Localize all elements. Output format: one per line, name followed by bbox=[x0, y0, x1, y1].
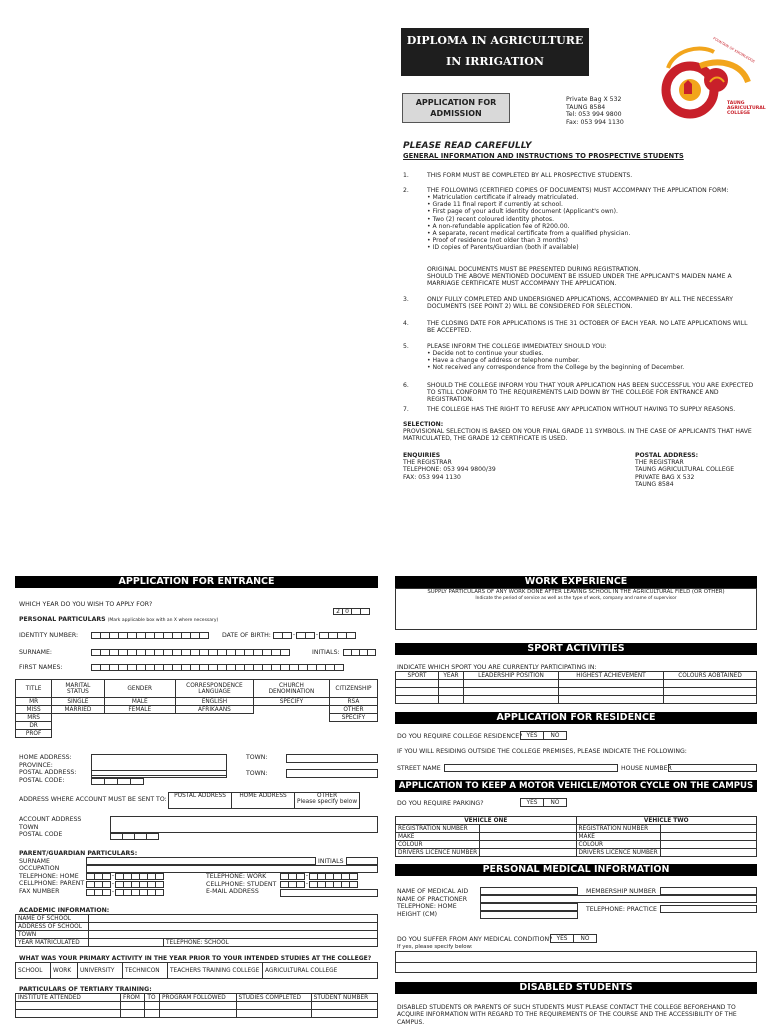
initials-boxes[interactable] bbox=[343, 649, 375, 656]
academic-row-label: NAME OF SCHOOL bbox=[16, 915, 89, 923]
work-experience-title-bar: WORK EXPERIENCE bbox=[395, 576, 757, 588]
item-text: THE CLOSING DATE FOR APPLICATIONS IS THE 31 OCTOBER OF EACH YEAR. NO LATE APPLICATIONS WILL BE ACCEPTED. bbox=[427, 320, 748, 335]
residence-title-bar: APPLICATION FOR RESIDENCE bbox=[395, 712, 757, 724]
parent-field-label: OCCUPATION bbox=[19, 865, 60, 872]
document-item: • Matriculation certificate if already matriculated. bbox=[427, 194, 579, 201]
document-item: • A non-refundable application fee of R200.00. bbox=[427, 222, 570, 230]
parent-cell-boxes[interactable] bbox=[86, 881, 163, 888]
vehicle-input[interactable] bbox=[480, 841, 576, 849]
personal-details-table bbox=[15, 679, 378, 738]
medical-tel-practice-label: TELEPHONE: PRACTICE bbox=[586, 906, 657, 913]
home-address-option[interactable]: HOME ADDRESS bbox=[232, 793, 295, 809]
dash-separator: - bbox=[305, 880, 309, 887]
sport-input[interactable] bbox=[396, 696, 439, 704]
sport-input[interactable] bbox=[464, 696, 559, 704]
char-box[interactable] bbox=[91, 778, 105, 785]
language-option[interactable]: AFRIKAANS bbox=[175, 706, 253, 714]
academic-row-label: TOWN bbox=[16, 931, 89, 939]
medical-aid-label: NAME OF MEDICAL AID bbox=[397, 888, 469, 895]
account-postal-code-label: POSTAL CODE bbox=[19, 831, 63, 838]
char-box[interactable] bbox=[155, 873, 164, 880]
tertiary-input[interactable] bbox=[311, 1002, 377, 1010]
first-names-label: FIRST NAMES: bbox=[19, 664, 63, 671]
char-box[interactable] bbox=[367, 649, 376, 656]
parking-no[interactable]: NO bbox=[544, 799, 567, 807]
parent-occupation-field[interactable] bbox=[86, 865, 378, 873]
vehicle-input[interactable] bbox=[480, 849, 576, 857]
practioner-field[interactable] bbox=[480, 895, 757, 903]
vehicle-input[interactable] bbox=[660, 841, 756, 849]
empty-cell bbox=[175, 714, 253, 722]
tertiary-heading: PARTICULARS OF TERTIARY TRAINING: bbox=[19, 986, 152, 993]
tertiary-input[interactable] bbox=[236, 1010, 311, 1018]
height-label: HEIGHT (CM) bbox=[397, 910, 438, 918]
town-label: TOWN: bbox=[246, 770, 268, 777]
title-option[interactable]: MRS bbox=[16, 714, 52, 722]
logo-caption-line: TAUNG bbox=[727, 101, 745, 106]
item-text: PLEASE INFORM THE COLLEGE IMMEDIATELY SHOULD YOU: bbox=[427, 343, 607, 350]
initials-label: INITIALS: bbox=[312, 649, 340, 656]
address-line: Tel: 053 994 9800 bbox=[566, 111, 622, 118]
char-box[interactable] bbox=[346, 632, 356, 639]
sport-instruction: INDICATE WHICH SPORT YOU ARE CURRENTLY PARTICIPATING IN: bbox=[397, 664, 597, 671]
residence-yes[interactable]: YES bbox=[521, 732, 544, 740]
primary-option[interactable]: UNIVERSITY bbox=[78, 963, 123, 979]
email-field[interactable] bbox=[280, 889, 378, 897]
vehicle-field-label: COLOUR bbox=[576, 841, 660, 849]
sport-input[interactable] bbox=[559, 696, 664, 704]
parent-field-label: FAX NUMBER bbox=[19, 887, 60, 895]
document-item: • Grade 11 final report if currently at school. bbox=[427, 201, 563, 209]
selection-heading: SELECTION: bbox=[403, 421, 444, 428]
tertiary-input[interactable] bbox=[145, 1002, 160, 1010]
medical-left-labels bbox=[397, 888, 468, 918]
item-number: 5. bbox=[403, 343, 409, 350]
tertiary-col: TO bbox=[145, 994, 160, 1002]
surname-label: SURNAME: bbox=[19, 649, 52, 656]
year-digit[interactable] bbox=[360, 608, 370, 615]
title-option[interactable]: PROF bbox=[16, 730, 52, 738]
tertiary-table bbox=[15, 993, 378, 1018]
gender-option[interactable]: MALE bbox=[104, 698, 175, 706]
enquiries-block bbox=[403, 452, 496, 481]
empty-cell bbox=[52, 730, 378, 738]
medical-tel-home-label: TELEPHONE: HOME bbox=[397, 903, 457, 910]
sport-title-bar: SPORT ACTIVITIES bbox=[395, 643, 757, 655]
academic-row-label: YEAR MATRICULATED bbox=[16, 939, 89, 947]
town-label: TOWN: bbox=[246, 754, 268, 761]
academic-row-label: ADDRESS OF SCHOOL bbox=[16, 923, 89, 931]
sport-input[interactable] bbox=[439, 680, 464, 688]
primary-option[interactable]: TEACHERS TRAINING COLLEGE bbox=[168, 963, 263, 979]
item-text: THE FOLLOWING (CERTIFIED COPIES OF DOCUMENTS) MUST ACCOMPANY THE APPLICATION FORM: bbox=[427, 187, 729, 194]
account-address-question: ADDRESS WHERE ACCOUNT MUST BE SENT TO: bbox=[19, 796, 167, 803]
dob-label: DATE OF BIRTH: bbox=[222, 632, 271, 639]
char-box[interactable] bbox=[117, 778, 131, 785]
postal-address-option[interactable]: POSTAL ADDRESS bbox=[169, 793, 232, 809]
vehicle-field-label: REGISTRATION NUMBER bbox=[576, 825, 660, 833]
vehicle-field-label: MAKE bbox=[396, 833, 480, 841]
home-address-label: HOME ADDRESS: bbox=[19, 754, 72, 761]
sport-col: SPORT bbox=[396, 672, 439, 680]
residence-no[interactable]: NO bbox=[544, 732, 567, 740]
personal-particulars-heading bbox=[19, 616, 218, 623]
primary-option[interactable]: SCHOOL bbox=[16, 963, 51, 979]
sport-input[interactable] bbox=[664, 696, 757, 704]
application-box-line-2: ADMISSION bbox=[430, 109, 482, 118]
vehicle-input[interactable] bbox=[480, 825, 576, 833]
parking-yes-no bbox=[520, 798, 567, 807]
dash-separator: - bbox=[292, 631, 296, 638]
parent-right-label: E-MAIL ADDRESS bbox=[206, 888, 259, 895]
first-names-boxes[interactable] bbox=[91, 664, 343, 671]
postal-address-label: POSTAL ADDRESS: bbox=[19, 769, 77, 776]
sport-input[interactable] bbox=[439, 696, 464, 704]
residence-outside: IF YOU WILL RESIDING OUTSIDE THE COLLEGE PREMISES, PLEASE INDICATE THE FOLLOWING: bbox=[397, 748, 687, 755]
church-option[interactable]: SPECIFY bbox=[254, 698, 330, 706]
item-text: THE COLLEGE HAS THE RIGHT TO REFUSE ANY APPLICATION WITHOUT HAVING TO SUPPLY REASONS. bbox=[427, 406, 736, 413]
sport-input[interactable] bbox=[464, 688, 559, 696]
inform-item: • Not received any correspondence from the College by the beginning of December. bbox=[427, 364, 685, 372]
citizen-option[interactable]: SPECIFY bbox=[329, 714, 377, 722]
primary-activity-options bbox=[15, 962, 378, 979]
sport-input[interactable] bbox=[439, 688, 464, 696]
parent-field-label: TELEPHONE: HOME bbox=[19, 872, 79, 880]
postal-line: TAUNG AGRICULTURAL COLLEGE bbox=[635, 466, 735, 474]
academic-input[interactable] bbox=[89, 923, 378, 931]
maiden-note: SHOULD THE ABOVE MENTIONED DOCUMENT BE ISSUED UNDER THE APPLICANT'S MAIDEN NAME A MARRIAGE CERTIFICATE MUST ACCOMPANY THE APPLICATION. bbox=[427, 273, 732, 288]
sport-col: COLOURS AOBTAINED bbox=[664, 672, 757, 680]
sport-input[interactable] bbox=[559, 680, 664, 688]
sport-col: YEAR bbox=[439, 672, 464, 680]
primary-activity-heading: WHAT WAS YOUR PRIMARY ACTIVITY IN THE YEAR PRIOR TO YOUR INTENDED STUDIES AT THE COLLEGE? bbox=[19, 955, 372, 962]
parking-question: DO YOU REQUIRE PARKING? bbox=[397, 800, 484, 807]
parent-heading: PARENT/GUARDIAN PARTICULARS: bbox=[19, 850, 138, 857]
vehicle-field-label: COLOUR bbox=[396, 841, 480, 849]
province-label: PROVINCE: bbox=[19, 761, 53, 769]
tertiary-col: STUDENT NUMBER bbox=[311, 994, 377, 1002]
town-field[interactable] bbox=[286, 754, 378, 763]
medical-condition-question: DO YOU SUFFER FROM ANY MEDICAL CONDITION? bbox=[397, 936, 553, 943]
title-option[interactable]: DR bbox=[16, 722, 52, 730]
gender-option[interactable]: FEMALE bbox=[104, 706, 175, 714]
document-item: • First page of your adult identity document (Applicant's own). bbox=[427, 208, 618, 216]
account-address-label: ACCOUNT ADDRESS bbox=[19, 816, 82, 823]
tertiary-input[interactable] bbox=[145, 1010, 160, 1018]
disabled-title-bar: DISABLED STUDENTS bbox=[395, 982, 757, 994]
entrance-title-bar: APPLICATION FOR ENTRANCE bbox=[15, 576, 378, 588]
originals-note: ORIGINAL DOCUMENTS MUST BE PRESENTED DURING REGISTRATION. bbox=[427, 266, 641, 273]
academic-table bbox=[15, 914, 378, 947]
which-year-label: WHICH YEAR DO YOU WISH TO APPLY FOR? bbox=[19, 601, 153, 608]
dash-separator: - bbox=[111, 880, 115, 887]
academic-input[interactable] bbox=[89, 915, 378, 923]
college-address bbox=[566, 96, 624, 126]
academic-heading: ACADEMIC INFORMATION: bbox=[19, 907, 110, 914]
sport-input[interactable] bbox=[664, 688, 757, 696]
postal-code-boxes[interactable] bbox=[91, 778, 143, 785]
year-digit[interactable]: 0 bbox=[342, 608, 352, 615]
tertiary-input[interactable] bbox=[311, 1010, 377, 1018]
medical-details-divider bbox=[395, 962, 757, 963]
personal-particulars-note: (Mark applicable box with an X where necessary) bbox=[107, 618, 219, 623]
title-header: TITLE bbox=[16, 680, 52, 698]
empty-cell bbox=[254, 706, 330, 714]
dash-separator: - bbox=[315, 631, 319, 638]
parent-right-label: CELLPHONE: STUDENT bbox=[206, 880, 277, 888]
vehicle-input[interactable] bbox=[480, 833, 576, 841]
other-label: OTHER bbox=[316, 793, 338, 799]
tertiary-input[interactable] bbox=[159, 1010, 236, 1018]
title-option[interactable]: MR bbox=[16, 698, 52, 706]
parent-fax-boxes[interactable] bbox=[86, 889, 163, 896]
tertiary-input[interactable] bbox=[236, 1002, 311, 1010]
title-option[interactable]: MISS bbox=[16, 706, 52, 714]
tertiary-input[interactable] bbox=[16, 1002, 121, 1010]
disabled-text: DISABLED STUDENTS OR PARENTS OF SUCH STUDENTS MUST PLEASE CONTACT THE COLLEGE BEFOREHAND TO ACQUIRE INFORMATION WITH REGARD TO THE REQUIREMENTS OF THE COURSE AND THE ACCESSIBILITY OF THE CAMPUS. bbox=[397, 1004, 737, 1026]
sport-input[interactable] bbox=[559, 688, 664, 696]
postal-heading: POSTAL ADDRESS: bbox=[635, 452, 699, 459]
marital-option[interactable]: SINGLE bbox=[52, 698, 105, 706]
year-digit[interactable]: 2 bbox=[333, 608, 343, 615]
dash-separator: - bbox=[305, 872, 309, 879]
work-phone-boxes[interactable] bbox=[280, 873, 357, 880]
title-line-2: IN IRRIGATION bbox=[446, 55, 544, 68]
char-box[interactable] bbox=[199, 632, 209, 639]
char-box[interactable] bbox=[155, 889, 164, 896]
document-item: • Two (2) recent coloured identity photos. bbox=[427, 215, 555, 223]
house-number-label: HOUSE NUMBER bbox=[621, 765, 672, 772]
specify-label: Please specify below bbox=[297, 799, 358, 805]
tertiary-input[interactable] bbox=[121, 1002, 145, 1010]
medical-tel-home-field[interactable] bbox=[480, 903, 578, 911]
title-line-1: DIPLOMA IN AGRICULTURE bbox=[406, 34, 584, 47]
item-text: THIS FORM MUST BE COMPLETED BY ALL PROSPECTIVE STUDENTS. bbox=[427, 172, 633, 179]
medical-title-bar: PERSONAL MEDICAL INFORMATION bbox=[395, 864, 757, 876]
academic-input[interactable] bbox=[89, 931, 378, 939]
empty-cell bbox=[104, 714, 175, 722]
logo-caption bbox=[727, 101, 766, 117]
title-banner bbox=[401, 28, 589, 76]
tertiary-input[interactable] bbox=[121, 1010, 145, 1018]
inform-item: • Have a change of address or telephone number. bbox=[427, 357, 580, 365]
logo-caption-line: AGRICULTURAL bbox=[727, 106, 766, 112]
char-box[interactable] bbox=[349, 881, 358, 888]
parent-initials-field[interactable] bbox=[346, 857, 378, 865]
personal-particulars-label: PERSONAL PARTICULARS bbox=[19, 616, 106, 623]
inform-item: • Decide not to continue your studies. bbox=[427, 350, 544, 357]
document-item: • Proof of residence (not older than 3 months) bbox=[427, 237, 569, 245]
char-box[interactable] bbox=[280, 649, 290, 656]
marital-option[interactable]: MARRIED bbox=[52, 706, 105, 714]
vehicle-field-label: MAKE bbox=[576, 833, 660, 841]
instructions-heading: GENERAL INFORMATION AND INSTRUCTIONS TO PROSPECTIVE STUDENTS bbox=[403, 152, 684, 160]
student-cell-boxes[interactable] bbox=[280, 881, 357, 888]
item-number: 2. bbox=[403, 187, 409, 194]
parking-yes[interactable]: YES bbox=[521, 799, 544, 807]
account-postal-code-boxes[interactable] bbox=[110, 833, 158, 840]
medical-aid-field[interactable] bbox=[480, 887, 578, 895]
residence-question: DO YOU REQUIRE COLLEGE RESIDENCE? bbox=[397, 733, 523, 740]
year-matric-input[interactable] bbox=[89, 939, 164, 947]
char-box[interactable] bbox=[155, 881, 164, 888]
house-number-field[interactable] bbox=[668, 764, 757, 772]
parent-right-label: TELEPHONE: WORK bbox=[206, 873, 267, 880]
town-field[interactable] bbox=[286, 769, 378, 778]
item-number: 3. bbox=[403, 296, 409, 303]
char-box[interactable] bbox=[334, 664, 344, 671]
sport-col: LEADERSHIP POSITION bbox=[464, 672, 559, 680]
gender-header: GENDER bbox=[104, 680, 175, 698]
enquiries-line: TELEPHONE: 053 994 9800/39 bbox=[403, 466, 496, 474]
vehicle-table bbox=[395, 816, 757, 857]
medical-yes-no bbox=[550, 934, 597, 943]
year-input-boxes[interactable] bbox=[333, 608, 369, 615]
empty-cell bbox=[52, 714, 105, 722]
language-header: CORRESPONDENCE LANGUAGE bbox=[175, 680, 253, 698]
postal-line: TAUNG 8584 bbox=[635, 480, 674, 488]
empty-cell bbox=[254, 714, 330, 722]
vehicle-title-bar: APPLICATION TO KEEP A MOTOR VEHICLE/MOTOR CYCLE ON THE CAMPUS bbox=[395, 780, 757, 792]
tertiary-col: INSTITUTE ATTENDED bbox=[16, 994, 121, 1002]
identity-number-boxes[interactable] bbox=[91, 632, 208, 639]
enquiries-line: THE REGISTRAR bbox=[403, 459, 452, 467]
postal-code-label: POSTAL CODE: bbox=[19, 776, 65, 784]
account-town-label: TOWN bbox=[19, 823, 39, 831]
medical-yes[interactable]: YES bbox=[551, 935, 574, 943]
logo-arc-text: FOUNTAIN OF KNOWLEDGE bbox=[712, 36, 756, 64]
medical-tel-practice-field[interactable] bbox=[660, 905, 757, 913]
sport-input[interactable] bbox=[664, 680, 757, 688]
medical-no[interactable]: NO bbox=[574, 935, 597, 943]
dash-separator: - bbox=[111, 888, 115, 895]
other-address-option[interactable] bbox=[295, 793, 360, 809]
application-box-line-1: APPLICATION FOR bbox=[415, 98, 497, 107]
empty-cell bbox=[52, 722, 378, 730]
account-address-field[interactable] bbox=[110, 816, 378, 833]
char-box[interactable] bbox=[130, 778, 144, 785]
sport-input[interactable] bbox=[396, 688, 439, 696]
sport-table bbox=[395, 671, 757, 704]
vehicle-input[interactable] bbox=[660, 833, 756, 841]
address-line: Private Bag X 532 bbox=[566, 96, 622, 103]
work-experience-box[interactable] bbox=[395, 588, 757, 630]
membership-field[interactable] bbox=[660, 887, 757, 895]
selection-text: PROVISIONAL SELECTION IS BASED ON YOUR FINAL GRADE 11 SYMBOLS. IN THE CASE OF APPLICANTS THAT HAVE MATRICULATED, THE GRADE 12 CERTIFICATE IS USED. bbox=[403, 428, 752, 443]
enquiries-line: FAX: 053 994 1130 bbox=[403, 473, 461, 481]
char-box[interactable] bbox=[146, 833, 159, 840]
tertiary-input[interactable] bbox=[16, 1010, 121, 1018]
parent-right-labels bbox=[206, 873, 276, 896]
item-number: 7. bbox=[403, 406, 409, 413]
postal-block bbox=[635, 452, 734, 488]
primary-option[interactable]: AGRICULTURAL COLLEGE bbox=[263, 963, 378, 979]
vehicle-one-header: VEHICLE ONE bbox=[396, 817, 577, 825]
logo-caption-line: COLLEGE bbox=[727, 111, 751, 117]
char-box[interactable] bbox=[349, 873, 358, 880]
sport-input[interactable] bbox=[464, 680, 559, 688]
surname-boxes[interactable] bbox=[91, 649, 289, 656]
vehicle-two-header: VEHICLE TWO bbox=[576, 817, 757, 825]
primary-option[interactable]: WORK bbox=[51, 963, 78, 979]
tertiary-input[interactable] bbox=[159, 1002, 236, 1010]
street-name-field[interactable] bbox=[444, 764, 618, 772]
item-number: 4. bbox=[403, 320, 409, 327]
item-number: 6. bbox=[403, 382, 409, 389]
account-address-options bbox=[168, 792, 360, 809]
inform-list bbox=[427, 350, 757, 372]
practioner-label: NAME OF PRACTIONER bbox=[397, 895, 468, 903]
medical-specify: If yes, please specify below: bbox=[397, 944, 473, 950]
membership-label: MEMBERSHIP NUMBER bbox=[586, 888, 657, 895]
char-box[interactable] bbox=[104, 778, 118, 785]
parent-initials-label: INITIALS bbox=[318, 858, 344, 865]
vehicle-field-label: DRIVERS LICENCE NUMBER bbox=[396, 849, 480, 857]
telephone-school-label: TELEPHONE: SCHOOL bbox=[166, 939, 229, 946]
dash-separator: - bbox=[111, 872, 115, 879]
document-item: • A separate, recent medical certificate from a qualified physician. bbox=[427, 230, 631, 238]
parent-field-label: CELLPHONE: PARENT bbox=[19, 880, 85, 887]
document-item: • ID copies of Parents/Guardian (both if available) bbox=[427, 244, 579, 252]
documents-list bbox=[427, 194, 757, 252]
church-header: CHURCH DENOMINATION bbox=[254, 680, 330, 698]
account-labels bbox=[19, 816, 81, 839]
citizen-option[interactable]: RSA bbox=[329, 698, 377, 706]
vehicle-field-label: DRIVERS LICENCE NUMBER bbox=[576, 849, 660, 857]
postal-line: PRIVATE BAG X 532 bbox=[635, 473, 695, 481]
address-line: TAUNG 8584 bbox=[566, 103, 606, 111]
citizen-option[interactable]: OTHER bbox=[329, 706, 377, 714]
application-box bbox=[402, 93, 510, 123]
tertiary-col: PROGRAM FOLLOWED bbox=[159, 994, 236, 1002]
vehicle-input[interactable] bbox=[660, 825, 756, 833]
language-option[interactable]: ENGLISH bbox=[175, 698, 253, 706]
vehicle-input[interactable] bbox=[660, 849, 756, 857]
item-number: 1. bbox=[403, 172, 409, 179]
sport-input[interactable] bbox=[396, 680, 439, 688]
parent-field-label: SURNAME bbox=[19, 857, 50, 865]
work-hint: Indicate the period of service as well as the type of work, company and name of supervisor bbox=[475, 595, 677, 601]
work-instruction: SUPPLY PARTICULARS OF ANY WORK DONE AFTER LEAVING SCHOOL IN THE AGRICULTURAL FIELD (OR OTHER) bbox=[427, 589, 725, 595]
school-phone-cell[interactable] bbox=[164, 939, 378, 947]
postal-address-field[interactable] bbox=[91, 770, 227, 778]
primary-option[interactable]: TECHNICON bbox=[123, 963, 168, 979]
address-labels bbox=[19, 754, 76, 784]
item-text: ONLY FULLY COMPLETED AND UNDERSIGNED APPLICATIONS, ACCOMPANIED BY ALL THE NECESSARY DOCUMENTS (SEE POINT 2) WILL BE CONSIDERED FOR SELECTION. bbox=[427, 296, 733, 311]
tertiary-col: FROM bbox=[121, 994, 145, 1002]
identity-number-label: IDENTITY NUMBER: bbox=[19, 632, 79, 639]
tertiary-col: STUDIES COMPLETED bbox=[236, 994, 311, 1002]
dob-boxes[interactable] bbox=[273, 632, 355, 639]
residence-yes-no bbox=[520, 731, 567, 740]
sport-col: HIGHEST ACHIEVEMENT bbox=[559, 672, 664, 680]
height-field[interactable] bbox=[480, 911, 578, 919]
address-line: Fax: 053 994 1130 bbox=[566, 118, 624, 126]
citizenship-header: CITIZENSHIP bbox=[329, 680, 377, 698]
vehicle-field-label: REGISTRATION NUMBER bbox=[396, 825, 480, 833]
parent-phone-boxes[interactable] bbox=[86, 873, 163, 880]
please-read-carefully: PLEASE READ CAREFULLY bbox=[403, 141, 532, 151]
parent-surname-field[interactable] bbox=[86, 857, 316, 865]
postal-line: THE REGISTRAR bbox=[635, 459, 684, 467]
item-text: SHOULD THE COLLEGE INFORM YOU THAT YOUR APPLICATION HAS BEEN SUCCESSFUL YOU ARE EXPECTED TO STILL CONFORM TO THE REQUIREMENTS LAID DOWN BY THE COLLEGE FOR ENTRANCE AND REGISTRATION. bbox=[427, 382, 754, 404]
street-name-label: STREET NAME bbox=[397, 765, 441, 772]
marital-header: MARITAL STATUS bbox=[52, 680, 105, 698]
enquiries-heading: ENQUIRIES bbox=[403, 452, 441, 459]
college-logo bbox=[660, 36, 766, 128]
